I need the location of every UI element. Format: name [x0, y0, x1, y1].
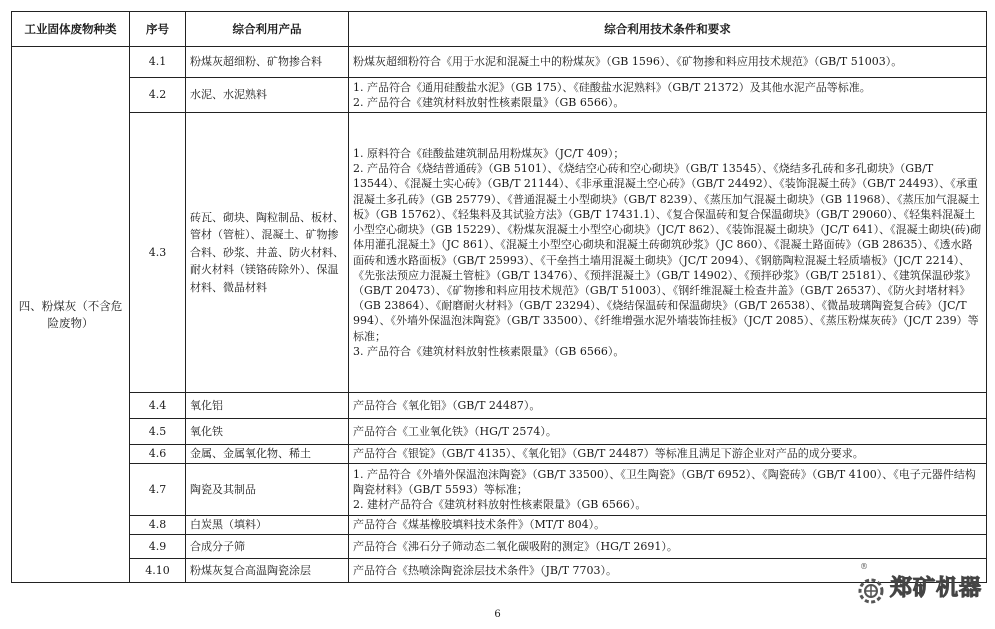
- seq-cell: 4.2: [130, 78, 186, 113]
- seq-cell: 4.1: [130, 47, 186, 78]
- table-row: [12, 78, 987, 113]
- seq-cell: 4.6: [130, 445, 186, 464]
- requirement-cell: [349, 445, 987, 464]
- header-row: [12, 12, 987, 47]
- product-cell: 合成分子筛: [186, 535, 349, 559]
- product-cell: 水泥、水泥熟料: [186, 78, 349, 113]
- product-cell: 陶瓷及其制品: [186, 464, 349, 516]
- seq-cell: 4.5: [130, 419, 186, 445]
- requirement-line: 3. 产品符合《建筑材料放射性核素限量》（GB 6566）。: [353, 344, 625, 358]
- seq-cell: 4.7: [130, 464, 186, 516]
- requirement-line: 2. 产品符合《烧结普通砖》（GB 5101）、《烧结空心砖和空心砌块》（GB/T 13545）、《烧结多孔砖和多孔砌块》（GB/T 13544）、《混凝土实心砖》（GB/T 21144）、《非承重混凝土空心砖》（GB/T 24492）、《装饰混凝土砖》（GB/T 24493）、《承重混凝土多孔砖》（GB 25779）、《普通混凝土小型砌块》（GB/T 8239）、《蒸压加气混凝土砌块》（GB 11968）、《蒸压加气混凝土板》（GB 15762）、《轻集料及其试验方法》（GB/T 17431.1）、《复合保温砖和复合保温砌块》（GB/T 29060）、《轻集料混凝土小型空心砌块》（GB 15229）、《粉煤灰混凝土小型空心砌块》（JC/T 862）、《装饰混凝土砌块》（JC/T 641）、《混凝土砌块(砖)砌体用灌孔混凝土》（JC 861）、《混凝土小型空心砌块和混凝土砖砌筑砂浆》（JC 860）、《混凝土路面砖》（GB 28635）、《透水路面砖和透水路面板》（GB/T 25993）、《干垒挡土墙用混凝土砌块》（JC/T 2094）、《钢筋陶粒混凝土轻质墙板》（JC/T 2214）、《先张法预应力混凝土管桩》（GB/T 13476）、《预拌混凝土》（GB/T 14902）、《预拌砂浆》（GB/T 25181）、《建筑保温砂浆》（GB/T 20473）、《矿物掺和料应用技术规范》（GB/T 51003）、《钢纤维混凝土检查井盖》（GB/T 26537）、《防火封堵材料》（GB 23864）、《耐磨耐火材料》（GB/T 23294）、《烧结保温砖和保温砌块》（GB/T 26538）、《微晶玻璃陶瓷复合砖》（JC/T 994）、《外墙外保温泡沫陶瓷》（GB/T 33500）、《纤维增强水泥外墙装饰挂板》（JC/T 2085）、《蒸压粉煤灰砖》（JC/T 239）等标准；: [353, 162, 982, 343]
- standards-table: [11, 11, 987, 583]
- registered-mark: ®: [860, 562, 868, 571]
- requirement-line: 产品符合《沸石分子筛动态二氧化碳吸附的测定》（HG/T 2691）。: [353, 539, 678, 553]
- watermark-text: 郑矿机器: [890, 576, 983, 601]
- requirement-line: 粉煤灰超细粉符合《用于水泥和混凝土中的粉煤灰》（GB 1596）、《矿物掺和料应用技术规范》（GB/T 51003）。: [353, 55, 903, 69]
- table-row: [12, 47, 987, 78]
- requirement-line: 产品符合《氧化铝》（GB/T 24487）。: [353, 398, 541, 412]
- requirement-line: 1. 原料符合《硅酸盐建筑制品用粉煤灰》（JC/T 409）；: [353, 147, 625, 161]
- product-cell: 氧化铁: [186, 419, 349, 445]
- requirement-cell: [349, 516, 987, 535]
- table-row: [12, 419, 987, 445]
- requirement-cell: [349, 535, 987, 559]
- table-row: [12, 464, 987, 516]
- requirement-cell: [349, 419, 987, 445]
- product-cell: 白炭黑（填料）: [186, 516, 349, 535]
- table-row: [12, 516, 987, 535]
- gear-logo-icon: [856, 576, 886, 606]
- seq-cell: 4.10: [130, 559, 186, 583]
- watermark: [856, 562, 992, 608]
- requirement-cell: [349, 393, 987, 419]
- requirement-line: 产品符合《工业氧化铁》（HG/T 2574）。: [353, 424, 557, 438]
- requirement-cell: [349, 113, 987, 393]
- header-requirements: 综合利用技术条件和要求: [349, 12, 987, 47]
- table-row: [12, 393, 987, 419]
- requirement-line: 2. 建材产品符合《建筑材料放射性核素限量》（GB 6566）。: [353, 498, 647, 512]
- requirement-line: 1. 产品符合《外墙外保温泡沫陶瓷》（GB/T 33500）、《卫生陶瓷》（GB/T 6952）、《陶瓷砖》（GB/T 4100）、《电子元器件结构陶瓷材料》（GB/T 5593）等标准；: [353, 467, 976, 496]
- product-cell: 砖瓦、砌块、陶粒制品、板材、管材（管桩）、混凝土、矿物掺合料、砂浆、井盖、防火材料、耐火材料（镁铬砖除外）、保温材料、微晶材料: [186, 113, 349, 393]
- product-cell: 粉煤灰超细粉、矿物掺合料: [186, 47, 349, 78]
- requirement-cell: [349, 464, 987, 516]
- requirement-line: 1. 产品符合《通用硅酸盐水泥》（GB 175）、《硅酸盐水泥熟料》（GB/T 21372）及其他水泥产品等标准。: [353, 80, 871, 94]
- header-category: 工业固体废物种类: [12, 12, 130, 47]
- product-cell: 氧化铝: [186, 393, 349, 419]
- table-row: [12, 113, 987, 393]
- header-seq: 序号: [130, 12, 186, 47]
- table-row: [12, 559, 987, 583]
- requirement-line: 2. 产品符合《建筑材料放射性核素限量》（GB 6566）。: [353, 96, 625, 109]
- product-cell: 金属、金属氧化物、稀土: [186, 445, 349, 464]
- header-product: 综合利用产品: [186, 12, 349, 47]
- seq-cell: 4.3: [130, 113, 186, 393]
- page-number: 6: [494, 609, 501, 620]
- seq-cell: 4.9: [130, 535, 186, 559]
- table-row: [12, 535, 987, 559]
- requirement-cell: [349, 47, 987, 78]
- requirement-line: 产品符合《煤基橡胶填料技术条件》（MT/T 804）。: [353, 518, 606, 532]
- requirement-line: 产品符合《热喷涂陶瓷涂层技术条件》（JB/T 7703）。: [353, 563, 618, 577]
- requirement-cell: [349, 78, 987, 113]
- seq-cell: 4.8: [130, 516, 186, 535]
- category-cell: 四、粉煤灰（不含危险废物）: [12, 47, 130, 583]
- product-cell: 粉煤灰复合高温陶瓷涂层: [186, 559, 349, 583]
- seq-cell: 4.4: [130, 393, 186, 419]
- requirement-line: 产品符合《银锭》（GB/T 4135）、《氧化铝》（GB/T 24487）等标准且满足下游企业对产品的成分要求。: [353, 447, 864, 461]
- table-row: [12, 445, 987, 464]
